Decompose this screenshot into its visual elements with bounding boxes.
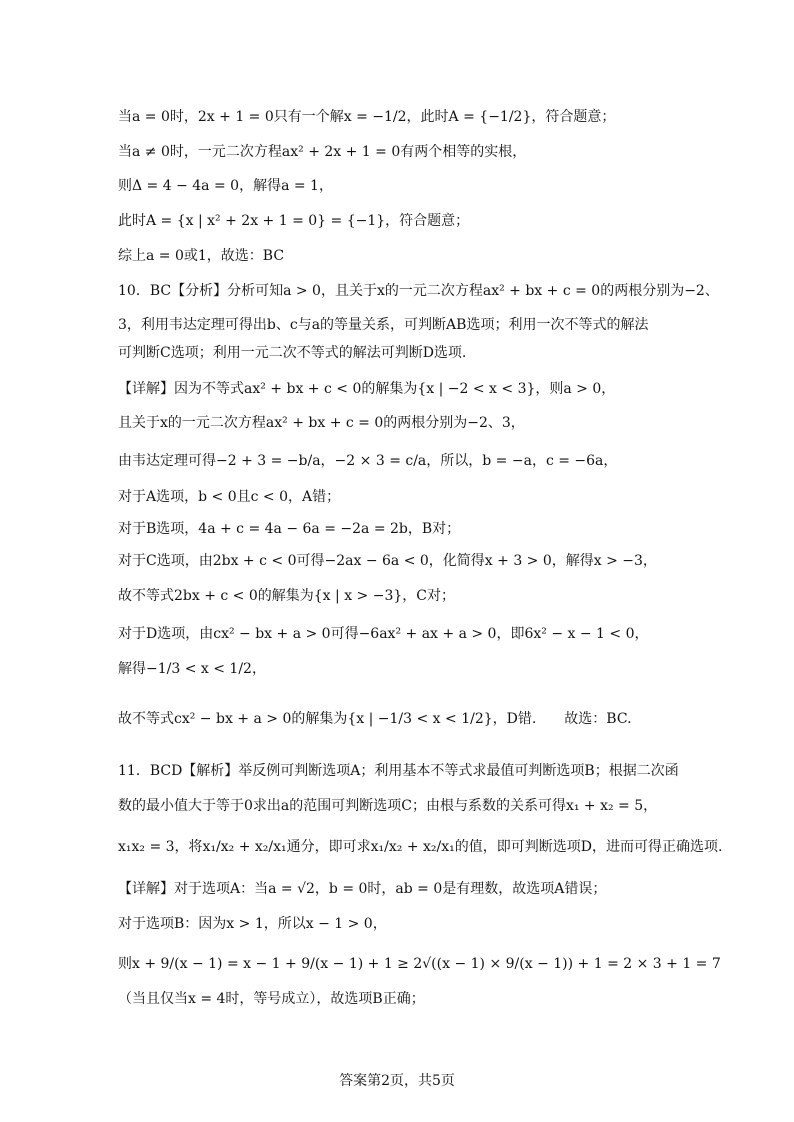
text-line: 解得−1/3 < x < 1/2，: [118, 661, 266, 677]
text-line: 故不等式cx² − bx + a > 0的解集为{x | −1/3 < x < 1/2}，D错. 故选：BC.: [118, 711, 632, 727]
text-line: 10．BC【分析】分析可知a > 0，且关于x的一元二次方程ax² + bx + c = 0的两根分别为−2、: [118, 283, 719, 299]
text-line: 11．BCD【解析】举反例可判断选项A；利用基本不等式求最值可判断选项B；根据二次函: [118, 763, 679, 779]
text-line: 【详解】对于选项A：当a = √2，b = 0时，ab = 0是有理数，故选项A错误；: [118, 881, 607, 897]
text-line: 对于C选项，由2bx + c < 0可得−2ax − 6a < 0，化简得x + 3 > 0，解得x > −3，: [118, 553, 657, 569]
page-footer: 答案第2页，共5页: [339, 1073, 455, 1089]
text-line: 对于A选项，b < 0且c < 0，A错；: [118, 489, 341, 505]
text-line: 3，利用韦达定理可得出b、c与a的等量关系，可判断AB选项；利用一次不等式的解法: [118, 317, 649, 333]
text-line: 可判断C选项；利用一元二次不等式的解法可判断D选项.: [118, 345, 467, 361]
text-line: 且关于x的一元二次方程ax² + bx + c = 0的两根分别为−2、3，: [118, 415, 525, 431]
text-line: 【详解】因为不等式ax² + bx + c < 0的解集为{x | −2 < x < 3}，则a > 0，: [118, 381, 616, 397]
text-line: 对于选项B：因为x > 1，所以x − 1 > 0，: [118, 916, 387, 932]
text-line: 当a = 0时，2x + 1 = 0只有一个解x = −1/2，此时A = {−1/2}，符合题意；: [118, 109, 616, 125]
text-line: x₁x₂ = 3，将x₁/x₂ + x₂/x₁通分，即可求x₁/x₂ + x₂/x₁的值，即可判断选项D，进而可得正确选项.: [118, 839, 723, 855]
text-line: 对于D选项，由cx² − bx + a > 0可得−6ax² + ax + a > 0，即6x² − x − 1 < 0，: [118, 626, 649, 642]
text-line: 数的最小值大于等于0求出a的范围可判断选项C；由根与系数的关系可得x₁ + x₂ = 5，: [118, 798, 658, 814]
text-line: 当a ≠ 0时，一元二次方程ax² + 2x + 1 = 0有两个相等的实根，: [118, 144, 527, 160]
text-line: 则Δ = 4 − 4a = 0，解得a = 1，: [118, 178, 333, 194]
text-line: 综上a = 0或1，故选：BC: [118, 248, 285, 264]
text-line: 由韦达定理可得−2 + 3 = −b/a，−2 × 3 = c/a，所以，b = −a，c = −6a，: [118, 453, 618, 469]
text-line: 此时A = {x | x² + 2x + 1 = 0} = {−1}，符合题意；: [118, 213, 470, 229]
text-line: 故不等式2bx + c < 0的解集为{x | x > −3}，C对；: [118, 588, 455, 604]
text-line: 对于B选项，4a + c = 4a − 6a = −2a = 2b，B对；: [118, 521, 461, 537]
text-line: （当且仅当x = 4时，等号成立），故选项B正确；: [118, 991, 425, 1007]
text-line: 则x + 9/(x − 1) = x − 1 + 9/(x − 1) + 1 ≥ 2√((x − 1) × 9/(x − 1)) + 1 = 2 × 3 + 1 = 7: [118, 956, 721, 972]
